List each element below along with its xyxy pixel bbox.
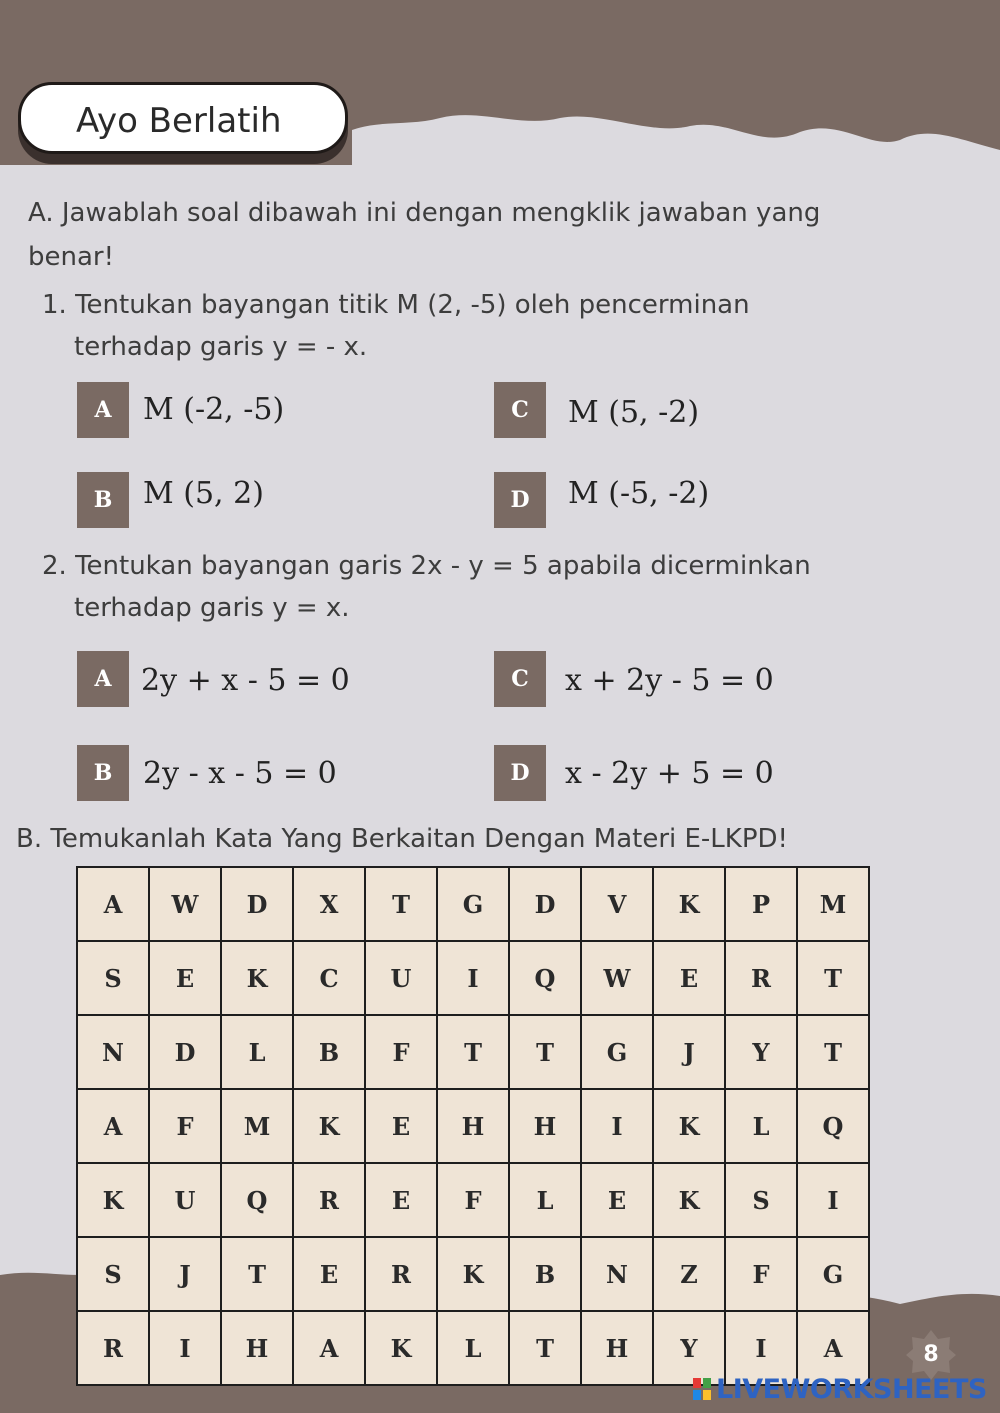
grid-cell[interactable]: N <box>581 1237 653 1311</box>
grid-cell[interactable]: F <box>365 1015 437 1089</box>
grid-cell[interactable]: A <box>293 1311 365 1385</box>
grid-cell[interactable]: L <box>221 1015 293 1089</box>
q1-option-c-marker[interactable]: C <box>494 382 546 438</box>
grid-cell[interactable]: K <box>653 1089 725 1163</box>
grid-cell[interactable]: R <box>293 1163 365 1237</box>
instruction-a-line1: A. Jawablah soal dibawah ini dengan mengklik jawaban yang <box>28 198 821 228</box>
liveworksheets-watermark[interactable]: LIVEWORKSHEETS <box>716 1374 987 1405</box>
grid-cell[interactable]: H <box>221 1311 293 1385</box>
q2-option-a-answer[interactable]: 2y + x - 5 = 0 <box>141 663 350 698</box>
grid-cell[interactable]: J <box>653 1015 725 1089</box>
grid-cell[interactable]: E <box>149 941 221 1015</box>
grid-cell[interactable]: E <box>365 1163 437 1237</box>
instruction-a-line2: benar! <box>28 242 115 272</box>
section-title-pill <box>18 82 348 154</box>
grid-cell[interactable]: K <box>437 1237 509 1311</box>
grid-cell[interactable]: K <box>77 1163 149 1237</box>
grid-cell[interactable]: R <box>365 1237 437 1311</box>
grid-cell[interactable]: K <box>653 867 725 941</box>
grid-cell[interactable]: S <box>725 1163 797 1237</box>
grid-cell[interactable]: K <box>221 941 293 1015</box>
grid-cell[interactable]: I <box>725 1311 797 1385</box>
grid-cell[interactable]: F <box>725 1237 797 1311</box>
grid-cell[interactable]: L <box>437 1311 509 1385</box>
grid-cell[interactable]: H <box>581 1311 653 1385</box>
grid-cell[interactable]: W <box>581 941 653 1015</box>
question-2-line2: terhadap garis y = x. <box>74 593 350 623</box>
section-title: Ayo Berlatih <box>76 101 282 141</box>
liveworksheets-logo-icon <box>693 1378 711 1400</box>
grid-cell[interactable]: S <box>77 941 149 1015</box>
instruction-b: B. Temukanlah Kata Yang Berkaitan Dengan Materi E-LKPD! <box>16 824 788 854</box>
q1-option-d-marker[interactable]: D <box>494 472 546 528</box>
grid-row <box>77 867 869 941</box>
word-search-grid <box>76 866 870 1386</box>
question-1-line1: 1. Tentukan bayangan titik M (2, -5) oleh pencerminan <box>42 290 750 320</box>
grid-cell[interactable]: T <box>509 1015 581 1089</box>
grid-cell[interactable]: V <box>581 867 653 941</box>
grid-cell[interactable]: D <box>509 867 581 941</box>
q2-option-d-marker[interactable]: D <box>494 745 546 801</box>
q1-option-b-answer[interactable]: M (5, 2) <box>143 476 264 511</box>
q1-option-a-marker[interactable]: A <box>77 382 129 438</box>
grid-cell[interactable]: K <box>293 1089 365 1163</box>
grid-cell[interactable]: F <box>149 1089 221 1163</box>
grid-cell[interactable]: C <box>293 941 365 1015</box>
grid-cell[interactable]: T <box>365 867 437 941</box>
q2-option-b-marker[interactable]: B <box>77 745 129 801</box>
grid-cell[interactable]: Z <box>653 1237 725 1311</box>
grid-row <box>77 1163 869 1237</box>
grid-cell[interactable]: T <box>797 941 869 1015</box>
grid-cell[interactable]: G <box>797 1237 869 1311</box>
grid-cell[interactable]: M <box>221 1089 293 1163</box>
grid-cell[interactable]: H <box>437 1089 509 1163</box>
page-number-badge <box>906 1330 956 1380</box>
grid-cell[interactable]: T <box>221 1237 293 1311</box>
grid-cell[interactable]: P <box>725 867 797 941</box>
grid-cell[interactable]: E <box>365 1089 437 1163</box>
grid-cell[interactable]: K <box>653 1163 725 1237</box>
grid-cell[interactable]: M <box>797 867 869 941</box>
grid-row <box>77 1237 869 1311</box>
grid-cell[interactable]: A <box>77 867 149 941</box>
grid-cell[interactable]: F <box>437 1163 509 1237</box>
grid-row <box>77 941 869 1015</box>
question-2-line1: 2. Tentukan bayangan garis 2x - y = 5 apabila dicerminkan <box>42 551 811 581</box>
grid-cell[interactable]: Y <box>725 1015 797 1089</box>
grid-cell[interactable]: A <box>77 1089 149 1163</box>
grid-cell[interactable]: U <box>149 1163 221 1237</box>
grid-cell[interactable]: L <box>509 1163 581 1237</box>
grid-cell[interactable]: K <box>365 1311 437 1385</box>
grid-cell[interactable]: Q <box>509 941 581 1015</box>
q1-option-d-answer[interactable]: M (-5, -2) <box>568 476 710 511</box>
grid-cell[interactable]: H <box>509 1089 581 1163</box>
question-1-line2: terhadap garis y = - x. <box>74 332 368 362</box>
q2-option-c-answer[interactable]: x + 2y - 5 = 0 <box>565 663 774 698</box>
q2-option-c-marker[interactable]: C <box>494 651 546 707</box>
q1-option-a-answer[interactable]: M (-2, -5) <box>143 392 285 427</box>
grid-cell[interactable]: T <box>509 1311 581 1385</box>
grid-cell[interactable]: B <box>293 1015 365 1089</box>
grid-cell[interactable]: D <box>149 1015 221 1089</box>
grid-cell[interactable]: E <box>293 1237 365 1311</box>
grid-cell[interactable]: G <box>581 1015 653 1089</box>
grid-cell[interactable]: R <box>725 941 797 1015</box>
grid-cell[interactable]: R <box>77 1311 149 1385</box>
grid-cell[interactable]: I <box>149 1311 221 1385</box>
q2-option-d-answer[interactable]: x - 2y + 5 = 0 <box>565 756 774 791</box>
grid-cell[interactable]: T <box>437 1015 509 1089</box>
grid-cell[interactable]: X <box>293 867 365 941</box>
grid-cell[interactable]: U <box>365 941 437 1015</box>
grid-cell[interactable]: Y <box>653 1311 725 1385</box>
q1-option-c-answer[interactable]: M (5, -2) <box>568 395 700 430</box>
grid-cell[interactable]: N <box>77 1015 149 1089</box>
q1-option-b-marker[interactable]: B <box>77 472 129 528</box>
grid-cell[interactable]: W <box>149 867 221 941</box>
page-number: 8 <box>923 1342 939 1367</box>
grid-cell[interactable]: S <box>77 1237 149 1311</box>
grid-cell[interactable]: G <box>437 867 509 941</box>
grid-cell[interactable]: J <box>149 1237 221 1311</box>
grid-cell[interactable]: I <box>581 1089 653 1163</box>
grid-cell[interactable]: L <box>725 1089 797 1163</box>
grid-cell[interactable]: B <box>509 1237 581 1311</box>
grid-row <box>77 1089 869 1163</box>
grid-row <box>77 1015 869 1089</box>
grid-cell[interactable]: E <box>653 941 725 1015</box>
q2-option-b-answer[interactable]: 2y - x - 5 = 0 <box>143 756 337 791</box>
grid-cell[interactable]: Q <box>221 1163 293 1237</box>
grid-cell[interactable]: E <box>581 1163 653 1237</box>
grid-cell[interactable]: T <box>797 1015 869 1089</box>
grid-cell[interactable]: Q <box>797 1089 869 1163</box>
q2-option-a-marker[interactable]: A <box>77 651 129 707</box>
grid-cell[interactable]: I <box>437 941 509 1015</box>
grid-cell[interactable]: I <box>797 1163 869 1237</box>
grid-cell[interactable]: A <box>797 1311 869 1385</box>
grid-cell[interactable]: D <box>221 867 293 941</box>
